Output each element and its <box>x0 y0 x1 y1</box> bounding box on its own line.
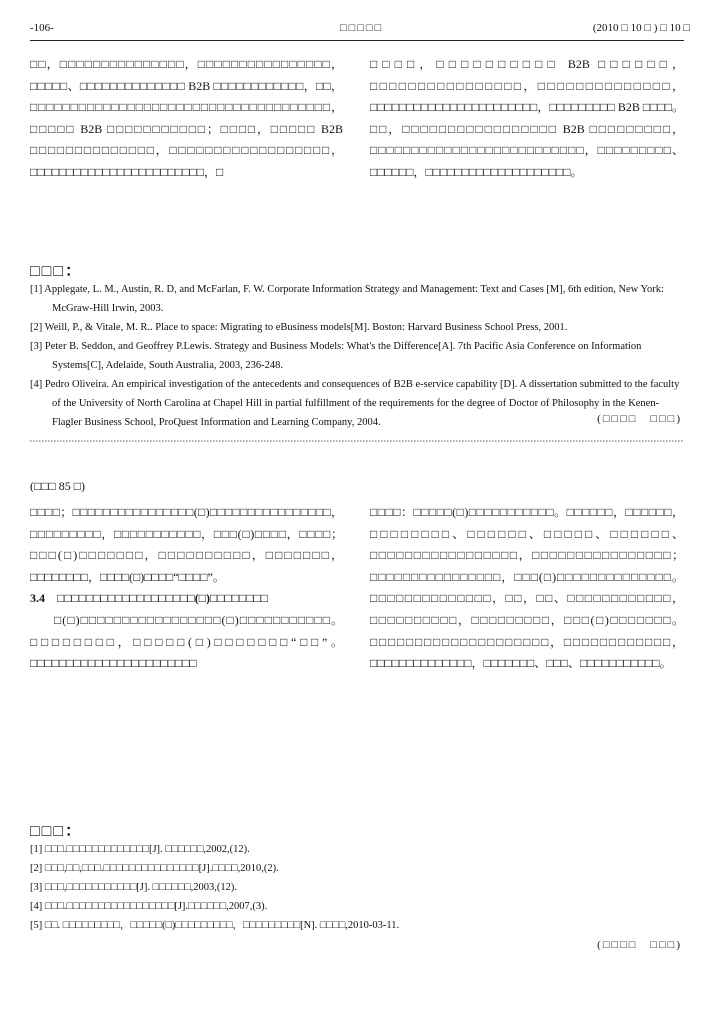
section2-left-column <box>30 502 343 675</box>
reference-item: [4] Pedro Oliveira. An empirical investigation of the antecedents and consequences of B2B e-service capability [D]. A dissertation submitted to the faculty of the University of North Carolina at Chapel Hill in partial fulfillment of the requirements for the degree of Doctor of Philosophy in the Kenen-Flagler Business School, ProQuest Information and Learning Company, 2004. <box>30 379 680 428</box>
references-heading: □□□： <box>30 263 83 280</box>
reference-item: [5] □□. □□□□□□□□□，□□□□□(□)□□□□□□□□□，□□□□□□□□□[N]. □□□□,2010-03-11. <box>30 920 400 931</box>
issue-info: (2010 □ 10 □ ) □ 10 □ <box>592 22 690 34</box>
references-list <box>30 280 682 432</box>
reference-item: [3] □□□,□□□□□□□□□□□[J]. □□□□□□,2003,(12). <box>30 882 238 893</box>
page-number: -106- <box>30 22 54 34</box>
references-list <box>30 840 682 935</box>
body-paragraph: □(□)□□□□□□□□□□□□□□□□□(□)□□□□□□□□□□□。□□□□□□□□，□□□□□(□)□□□□□□□“□□”。□□□□□□□□□□□□□□□□□□□□□□□ <box>30 612 343 671</box>
continued-from: (□□□ 85 □) <box>30 479 85 493</box>
body-paragraph: □□□□；□□□□□□□□□□□□□□□□(□)□□□□□□□□□□□□□□□□，□□□□□□□□□，□□□□□□□□□□□，□□□(□)□□□□，□□□□；□□□(□)□□□□□□□，□□□□□□□□□□，□□□□□□□，□□□□□□□□，□□□□(□)□□□□“□□□□”。 <box>30 505 343 584</box>
body-paragraph: □□，□□□□□□□□□□□□□□□，□□□□□□□□□□□□□□□□，□□□□□、□□□□□□□□□□□□□□ B2B □□□□□□□□□□□□，□□，□□□□□□□□□□□□□□□□□□□□□□□□□□□□□□□□□□□□□，□□□□□ B2B □□□□□□□□□□□；□□□□，□□□□□ B2B □□□□□□□□□□□□□□，□□□□□□□□□□□□□□□□□□，□□□□□□□□□□□□□□□□□□□□□□□□，□ <box>30 57 343 179</box>
article-separator <box>30 438 684 444</box>
section1-right-column <box>370 54 684 184</box>
editor-note: (□□□□ □□□) <box>597 939 682 951</box>
reference-item: [4] □□□.□□□□□□□□□□□□□□□□□[J].□□□□□□,2007,(3). <box>30 901 268 912</box>
reference-item: [1] □□□.□□□□□□□□□□□□□[J]. □□□□□□,2002,(12). <box>30 844 250 855</box>
reference-item: [2] □□□,□□,□□□.□□□□□□□□□□□□□□□[J].□□□□,2010,(2). <box>30 863 279 874</box>
section-heading: 3.4 □□□□□□□□□□□□□□□□□□□(□)□□□□□□□□ <box>30 591 268 606</box>
section2-right-column <box>370 502 684 675</box>
reference-item: [1] Applegate, L. M., Austin, R. D, and McFarlan, F. W. Corporate Information Strategy and Management: Text and Cases [M], 6th edition, New York: McGraw-Hill Irwin, 2003. <box>30 284 664 314</box>
references-heading: □□□： <box>30 823 83 840</box>
body-paragraph: □□□□：□□□□□(□)□□□□□□□□□□□。□□□□□□，□□□□□□，□□□□□□□□、□□□□□□、□□□□□、□□□□□□、□□□□□□□□□□□□□□□□□，□□□□□□□□□□□□□□□□；□□□□□□□□□□□□□□□□，□□□(□)□□□□□□□□□□□□□□。□□□□□□□□□□□□□□，□□，□□、□□□□□□□□□□□□，□□□□□□□□□□，□□□□□□□□□，□□□(□)□□□□□□□。□□□□□□□□□□□□□□□□□□□□，□□□□□□□□□□□□，□□□□□□□□□□□□□□，□□□□□□□、□□□、□□□□□□□□□□□。 <box>370 505 684 671</box>
section1-left-column <box>30 54 343 184</box>
reference-item: [3] Peter B. Seddon, and Geoffrey P.Lewis. Strategy and Business Models: What's the Difference[A]. 7th Pacific Asia Conference on Information Systems[C], Adelaide, South Australia, 2003, 236-248. <box>30 341 642 371</box>
journal-name: □□□□□ <box>340 22 384 34</box>
reference-item: [2] Weill, P., & Vitale, M. R.. Place to space: Migrating to eBusiness models[M]. Boston: Harvard Business School Press, 2001. <box>30 322 568 333</box>
editor-note: (□□□□ □□□) <box>597 413 682 425</box>
running-header <box>30 22 690 38</box>
header-rule <box>30 40 684 41</box>
body-paragraph: □□□□，□□□□□□□□□□ B2B □□□□□□，□□□□□□□□□□□□□□□□，□□□□□□□□□□□□□□，□□□□□□□□□□□□□□□□□□□□□□□，□□□□□□□□□ B2B □□□□。□□，□□□□□□□□□□□□□□□□□ B2B □□□□□□□□□，□□□□□□□□□□□□□□□□□□□□□□□□□□，□□□□□□□□□、□□□□□□，□□□□□□□□□□□□□□□□□□□□。 <box>370 57 684 179</box>
